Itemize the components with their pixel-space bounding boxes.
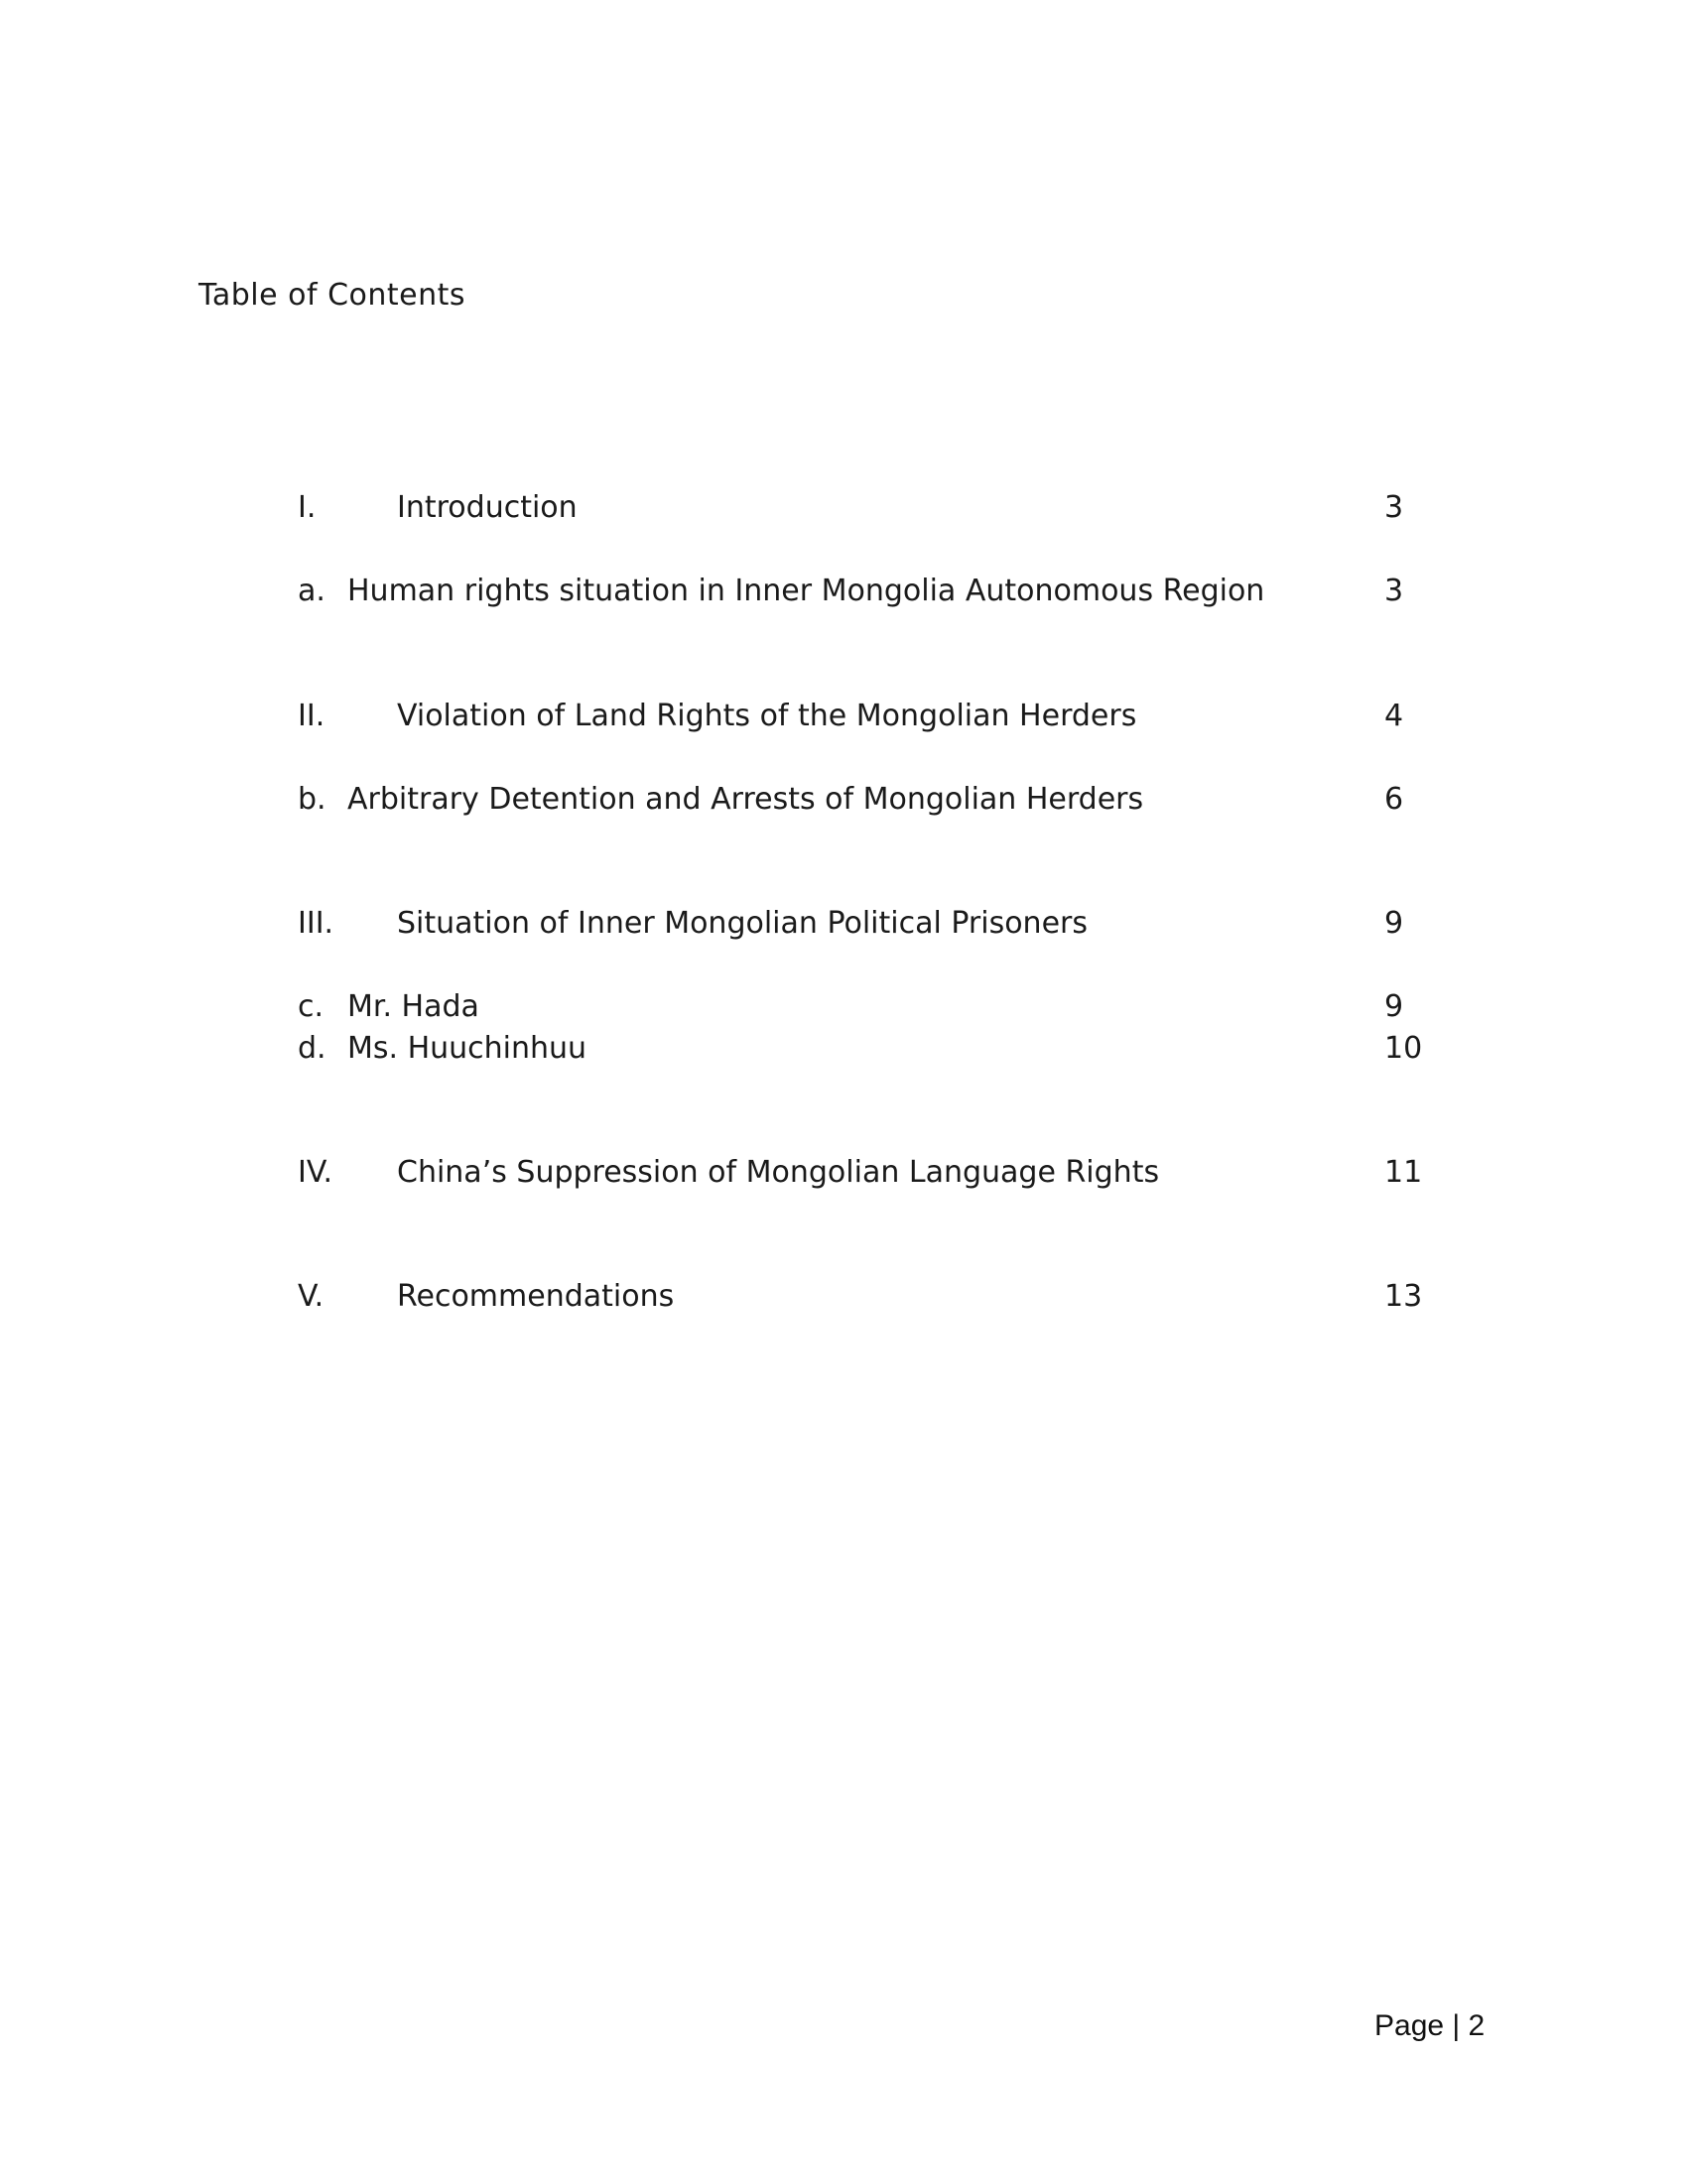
toc-entry-human-rights-situation[interactable] [298,570,1429,613]
toc-page-number: 3 [1384,490,1404,525]
toc-title: Recommendations [397,1279,675,1314]
toc-number: d. [298,1031,326,1066]
toc-page-number: 9 [1384,989,1404,1024]
toc-title: Arbitrary Detention and Arrests of Mongolian Herders [347,782,1144,817]
toc-number: I. [298,490,317,525]
toc-title: China’s Suppression of Mongolian Language Rights [397,1155,1160,1190]
page-title: Table of Contents [198,278,466,313]
toc-page-number: 10 [1384,1031,1423,1066]
page-number-footer: Page | 2 [1374,2009,1486,2042]
toc-title: Introduction [397,490,578,525]
toc-title: Mr. Hada [347,989,479,1024]
toc-number: II. [298,699,325,733]
toc-number: IV. [298,1155,333,1190]
toc-entry-land-rights[interactable] [298,695,1429,738]
toc-title: Human rights situation in Inner Mongolia Autonomous Region [347,574,1265,608]
toc-entry-political-prisoners[interactable] [298,902,1429,946]
toc-number: III. [298,906,334,941]
toc-entry-introduction[interactable] [298,486,1429,530]
toc-entry-recommendations[interactable] [298,1275,1429,1319]
toc-entry-arbitrary-detention[interactable] [298,778,1429,822]
toc-title: Situation of Inner Mongolian Political Prisoners [397,906,1088,941]
toc-number: b. [298,782,326,817]
toc-page-number: 4 [1384,699,1404,733]
toc-number: c. [298,989,325,1024]
toc-number: a. [298,574,325,608]
toc-entry-language-rights[interactable] [298,1151,1429,1195]
toc-page-number: 9 [1384,906,1404,941]
toc-number: V. [298,1279,325,1314]
toc-page-number: 13 [1384,1279,1423,1314]
toc-page-number: 11 [1384,1155,1423,1190]
toc-page-number: 6 [1384,782,1404,817]
toc-title: Ms. Huuchinhuu [347,1031,587,1066]
toc-entry-ms-huuchinhuu[interactable] [298,1027,1429,1071]
toc-entry-mr-hada[interactable] [298,985,1429,1029]
toc-title: Violation of Land Rights of the Mongolian Herders [397,699,1137,733]
toc-page-number: 3 [1384,574,1404,608]
